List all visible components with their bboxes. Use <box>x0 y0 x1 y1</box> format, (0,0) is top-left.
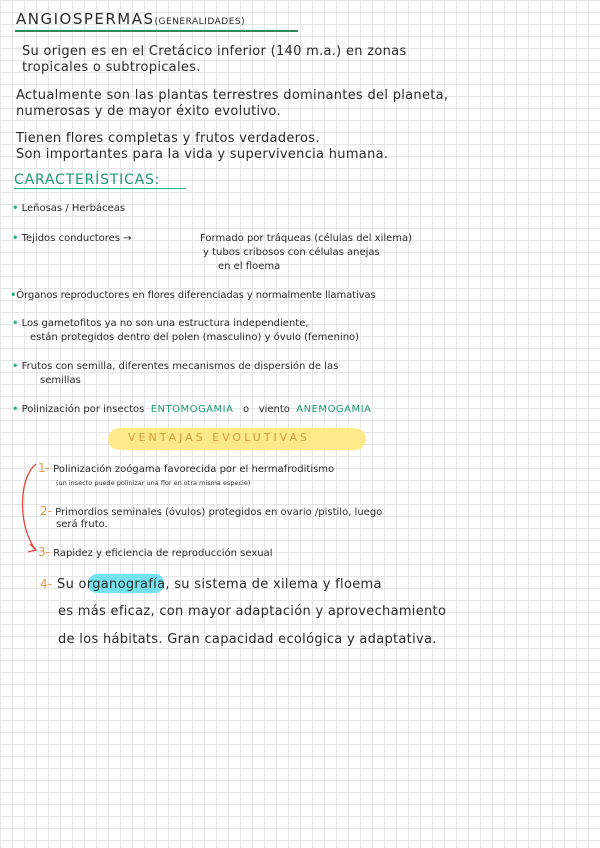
intro-flowers-line-1: Tienen flores completas y frutos verdaderos. <box>16 131 320 146</box>
tissues-line-2: y tubos cribosos con células anejas <box>203 247 380 258</box>
tissues-line-1: Formado por tráqueas (células del xilema) <box>200 233 413 244</box>
organs-text: Órganos reproductores en flores diferenciadas y normalmente llamativas <box>16 290 376 301</box>
caracteristicas-underline <box>14 188 186 189</box>
bullet-icon: • <box>12 318 19 329</box>
ventaja-text-line-3: de los hábitats. Gran capacidad ecológica y adaptativa. <box>58 632 437 647</box>
organografia-term: organografía <box>78 577 166 592</box>
ventaja-number: 1- <box>38 461 50 475</box>
bullet-icon: • <box>12 404 19 415</box>
bullet-icon: • <box>12 233 19 244</box>
intro-dominance-line-2: numerosas y de mayor éxito evolutivo. <box>16 104 281 119</box>
ventaja-text-line-2: es más eficaz, con mayor adaptación y aprovechamiento <box>58 604 447 619</box>
list-item <box>12 318 309 330</box>
ventaja-text: Polinización zoógama favorecida por el hermafroditismo <box>53 464 335 475</box>
list-item <box>12 361 338 373</box>
woody-text: Leñosas / Herbáceas <box>21 203 126 214</box>
fruits-line-1: Frutos con semilla, diferentes mecanismos de dispersión de las <box>21 361 339 372</box>
bullet-icon: • <box>10 290 17 301</box>
title-main: ANGIOSPERMAS <box>16 10 155 28</box>
gametophytes-line-2: están protegidos dentro del polen (masculino) y óvulo (femenino) <box>30 332 360 343</box>
intro-dominance-line-1: Actualmente son las plantas terrestres dominantes del planeta, <box>16 88 449 103</box>
caracteristicas-heading: CARACTERÍSTICAS: <box>14 172 161 188</box>
page-title <box>16 10 245 28</box>
ventaja-item-1 <box>38 462 334 476</box>
ventaja-number: 3- <box>38 545 50 559</box>
ventaja-number: 4- <box>40 577 53 591</box>
anemogamia-term: ANEMOGAMIA <box>296 404 372 415</box>
intro-origin-line-1: Su origen es en el Cretácico inferior (140 m.a.) en zonas <box>22 44 407 59</box>
ventaja-text: Primordios seminales (óvulos) protegidos en ovario /pistilo, luego <box>55 507 383 518</box>
entomogamia-term: ENTOMOGAMIA <box>150 404 234 415</box>
ventaja-text-line-2: será fruto. <box>56 519 108 530</box>
bullet-icon: • <box>12 203 19 214</box>
ventaja-text: Rapidez y eficiencia de reproducción sexual <box>53 548 273 559</box>
pollination-connector: o <box>243 404 250 415</box>
ventaja-text: , su sistema de xilema y floema <box>165 577 382 592</box>
fruits-line-2: semillas <box>40 375 81 386</box>
gametophytes-line-1: Los gametofitos ya no son una estructura independiente, <box>21 318 309 329</box>
ventaja-item-2 <box>40 505 382 519</box>
tissues-label: Tejidos conductores → <box>21 233 132 244</box>
pollination-prefix: Polinización por insectos <box>21 404 145 415</box>
list-item <box>12 203 125 215</box>
ventajas-heading: VENTAJAS EVOLUTIVAS <box>128 431 311 444</box>
ventaja-item-3 <box>38 546 273 560</box>
title-sub: (GENERALIDADES) <box>154 17 246 27</box>
bullet-icon: • <box>12 361 19 372</box>
tissues-line-3: en el floema <box>218 261 281 272</box>
list-item <box>10 290 376 302</box>
title-underline <box>15 30 298 32</box>
intro-flowers-line-2: Son importantes para la vida y supervivencia humana. <box>16 147 389 162</box>
list-item <box>12 404 371 416</box>
intro-origin-line-2: tropicales o subtropicales. <box>22 60 201 75</box>
list-item <box>12 233 132 245</box>
ventaja-number: 2- <box>40 504 52 518</box>
ventaja-note: (un insecto puede polinizar una flor en otra misma especie) <box>56 479 251 487</box>
ventaja-prefix: Su <box>57 577 75 592</box>
ventaja-item-4 <box>40 576 382 593</box>
pollination-wind: viento <box>258 404 290 415</box>
